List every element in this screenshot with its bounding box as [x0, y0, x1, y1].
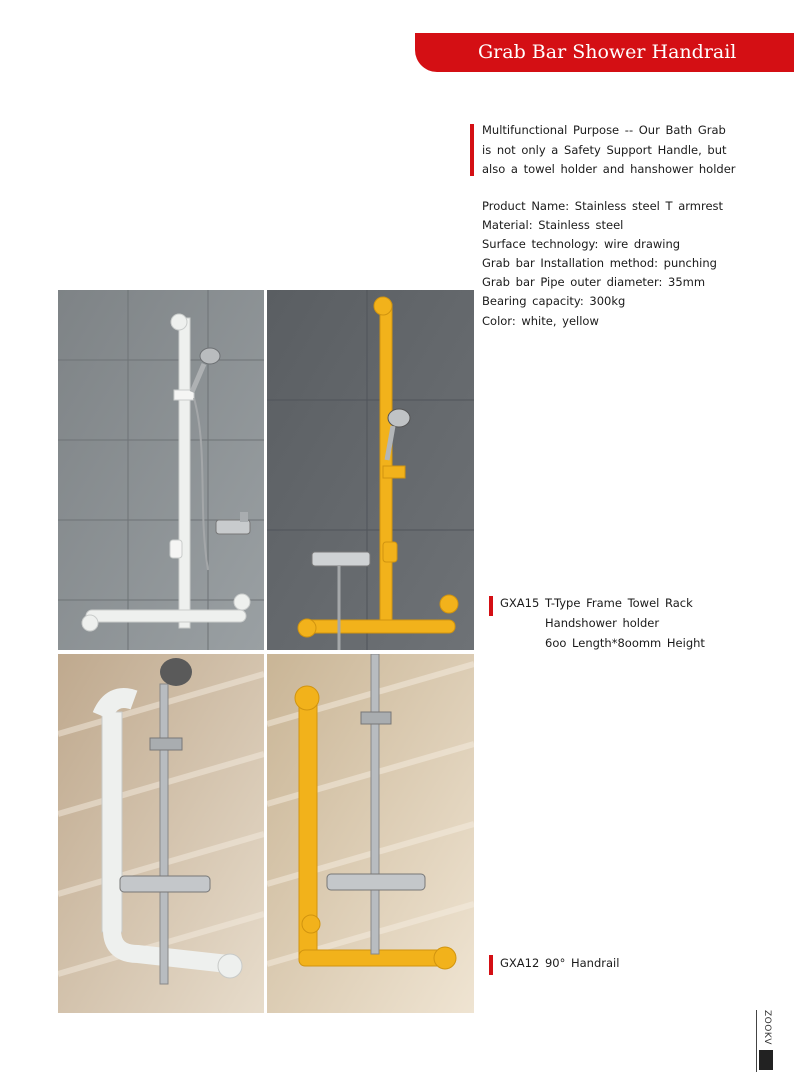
photo-gxa12-white — [58, 654, 264, 1013]
intro-line: also a towel holder and hanshower holder — [482, 162, 736, 176]
photo-gxa15-yellow — [267, 290, 474, 650]
page-title: Grab Bar Shower Handrail — [478, 41, 737, 63]
intro-line: is not only a Safety Support Handle, but — [482, 142, 727, 157]
caption-accent-bar — [489, 955, 493, 975]
spec-item: Grab bar Pipe outer diameter: 35mm — [482, 275, 706, 290]
spec-list — [482, 197, 762, 331]
spec-item: Color: white, yellow — [482, 313, 599, 328]
spec-item: Product Name: Stainless steel T armrest — [482, 199, 724, 213]
caption-gxa12: GXA12 90° Handrail — [500, 956, 620, 970]
caption-gxa15-line2: Handshower holder — [545, 616, 660, 630]
spec-item: Surface technology: wire drawing — [482, 237, 681, 252]
intro-line: Multifunctional Purpose -- Our Bath Grab — [482, 123, 726, 137]
intro-paragraph — [482, 121, 752, 180]
caption-gxa15-line3: 6oo Length*8oomm Height — [545, 636, 705, 650]
brand-logo-mark — [759, 1050, 773, 1070]
spec-item: Bearing capacity: 300kg — [482, 294, 626, 309]
intro-accent-bar — [470, 124, 474, 176]
photo-gxa12-yellow — [267, 654, 474, 1013]
side-brand-label — [756, 1010, 777, 1072]
spec-item: Grab bar Installation method: punching — [482, 256, 717, 271]
caption-accent-bar — [489, 596, 493, 616]
caption-gxa15-line1: GXA15 T-Type Frame Towel Rack — [500, 596, 693, 610]
photo-gxa15-white — [58, 290, 264, 650]
spec-item: Material: Stainless steel — [482, 218, 624, 233]
brand-text: ZOOKV — [762, 1010, 772, 1045]
